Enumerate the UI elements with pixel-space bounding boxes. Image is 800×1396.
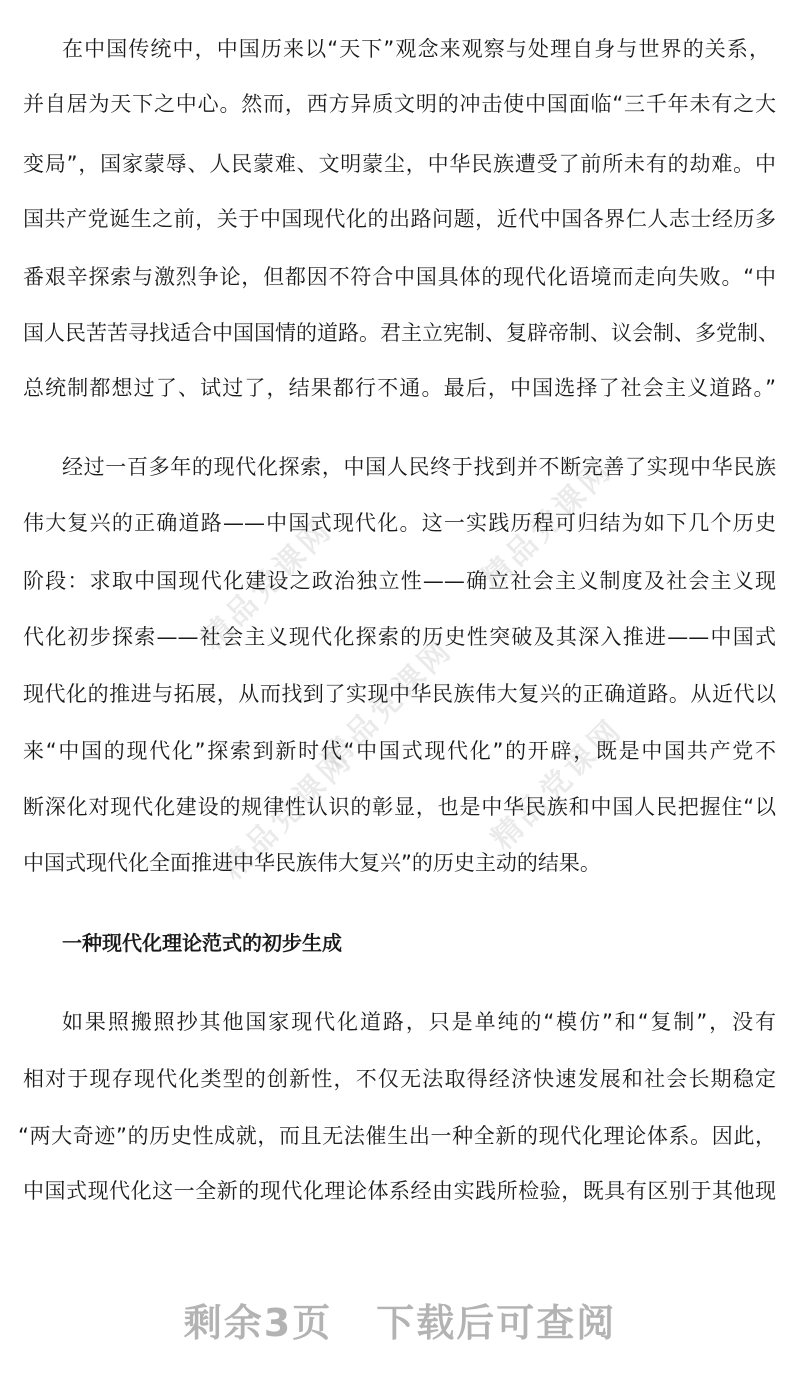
paragraph-line: 国人民苦苦寻找适合中国国情的道路。君主立宪制、复辟帝制、议会制、多党制、 bbox=[23, 321, 779, 345]
paragraph-line: 现代化的推进与拓展，从而找到了实现中华民族伟大复兴的正确道路。从近代以 bbox=[23, 682, 776, 706]
paragraph-line: 并自居为天下之中心。然而，西方异质文明的冲击使中国面临“三千年未有之大 bbox=[23, 92, 776, 116]
watermark: 精品党课网 bbox=[484, 711, 630, 857]
paragraph-line: 在中国传统中，中国历来以“天下”观念来观察与处理自身与世界的关系， bbox=[62, 37, 770, 61]
remaining-pages-label: 剩余3页 bbox=[183, 1301, 333, 1345]
download-to-view-label: 下载后可查阅 bbox=[376, 1301, 617, 1345]
watermark: 精品党课网 bbox=[214, 741, 360, 887]
watermark: 精品党课网 bbox=[194, 511, 340, 657]
paragraph-line: 伟大复兴的正确道路——中国式现代化。这一实践历程可归结为如下几个历史 bbox=[23, 511, 776, 535]
paragraph-line: 经过一百多年的现代化探索，中国人民终于找到并不断完善了实现中华民族 bbox=[62, 455, 776, 479]
section-heading: 一种现代化理论范式的初步生成 bbox=[62, 931, 342, 955]
paragraph-line: 国共产党诞生之前，关于中国现代化的出路问题，近代中国各界仁人志士经历多 bbox=[23, 207, 776, 231]
paragraph-line: 中国式现代化全面推进中华民族伟大复兴”的历史主动的结果。 bbox=[23, 851, 601, 875]
paragraph-line: 番艰辛探索与激烈争论，但都因不符合中国具体的现代化语境而走向失败。“中 bbox=[23, 265, 776, 289]
paragraph-line: 总统制都想过了、试过了，结果都行不通。最后，中国选择了社会主义道路。” bbox=[23, 376, 776, 400]
paragraph-line: 代化初步探索——社会主义现代化探索的历史性突破及其深入推进——中国式 bbox=[23, 625, 776, 649]
paragraph-line: 中国式现代化这一全新的现代化理论体系经由实践所检验，既具有区别于其他现 bbox=[23, 1179, 776, 1203]
paragraph-line: 变局”，国家蒙辱、人民蒙难、文明蒙尘，中华民族遭受了前所未有的劫难。中 bbox=[23, 152, 776, 176]
paragraph-line: 来“中国的现代化”探索到新时代“中国式现代化”的开辟，既是中国共产党不 bbox=[23, 739, 776, 763]
paragraph-line: 相对于现存现代化类型的创新性，不仅无法取得经济快速发展和社会长期稳定 bbox=[23, 1067, 776, 1091]
remaining-pages-notice[interactable] bbox=[0, 1292, 800, 1347]
paragraph-line: 断深化对现代化建设的规律性认识的彰显，也是中华民族和中国人民把握住“以 bbox=[23, 795, 776, 819]
watermark: 精品党课网 bbox=[314, 631, 460, 777]
paragraph-line: 阶段：求取中国现代化建设之政治独立性——确立社会主义制度及社会主义现 bbox=[23, 569, 776, 593]
watermark: 精品党课网 bbox=[474, 451, 620, 597]
paragraph-line: “两大奇迹”的历史性成就，而且无法催生出一种全新的现代化理论体系。因此， bbox=[18, 1124, 776, 1148]
paragraph-line: 如果照搬照抄其他国家现代化道路，只是单纯的“模仿”和“复制”，没有 bbox=[62, 1010, 776, 1034]
